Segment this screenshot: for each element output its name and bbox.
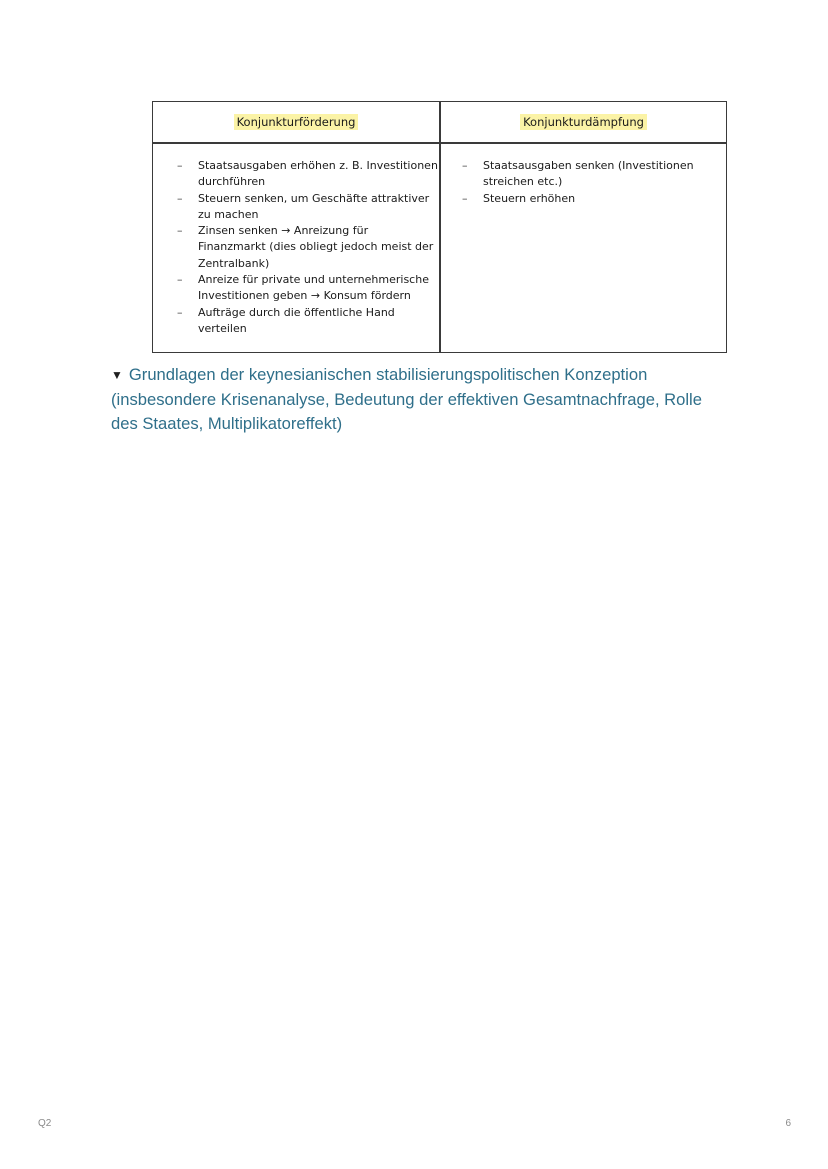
dash-bullet: – [462, 159, 468, 172]
header-highlight-left: Konjunkturförderung [234, 114, 359, 130]
header-divider [153, 142, 726, 144]
list-item [462, 191, 702, 207]
list-item-text: Staatsausgaben senken (Investitionen streichen etc.) [483, 159, 694, 189]
left-column-list [177, 158, 439, 337]
list-item [177, 305, 439, 338]
policy-table [152, 101, 727, 353]
dash-bullet: – [462, 191, 468, 205]
list-item-text: Anreize für private und unternehmerische Investitionen geben → Konsum fördern [198, 273, 429, 303]
table-header-right [441, 102, 726, 142]
toggle-block [111, 363, 731, 436]
toggle-heading-text: Grundlagen der keynesianischen stabilisierungspolitischen Konzeption (insbesondere Krisenanalyse, Bedeutung der effektiven Gesamtnachfrage, Rolle des Staates, Multiplikatoreffekt) [111, 365, 702, 433]
list-item-text: Zinsen senken → Anreizung für Finanzmarkt (dies obliegt jedoch meist der Zentralbank) [198, 224, 434, 270]
page-number: 6 [785, 1118, 791, 1129]
list-item [177, 191, 439, 224]
footer-label: Q2 [38, 1118, 52, 1129]
dash-bullet: – [177, 305, 183, 319]
list-item [177, 223, 439, 272]
dash-bullet: – [177, 159, 183, 172]
toggle-arrow-icon[interactable]: ▼ [111, 368, 123, 382]
list-item [177, 272, 439, 305]
list-item-text: Staatsausgaben erhöhen z. B. Investitionen durchführen [198, 159, 438, 189]
dash-bullet: – [177, 273, 183, 287]
list-item-text: Aufträge durch die öffentliche Hand verteilen [198, 305, 395, 335]
table-header-left [153, 102, 439, 142]
list-item [177, 158, 439, 191]
right-column-list [462, 158, 702, 207]
dash-bullet: – [177, 191, 183, 205]
list-item [462, 158, 702, 191]
list-item-text: Steuern senken, um Geschäfte attraktiver zu machen [198, 191, 430, 221]
list-item-text: Steuern erhöhen [483, 191, 576, 205]
header-highlight-right: Konjunkturdämpfung [520, 114, 647, 130]
dash-bullet: – [177, 224, 183, 238]
